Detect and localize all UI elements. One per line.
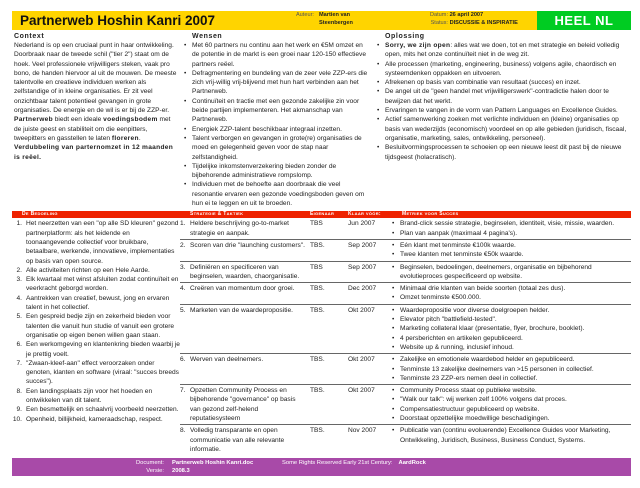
table-row xyxy=(180,241,631,262)
header-bedoeling: De Bedoeling xyxy=(22,211,58,218)
metric-item: • Zakelijke en emotionele waardebod helder en gepubliceerd. xyxy=(390,355,631,364)
oplossing-section xyxy=(375,32,631,208)
document-name: Partnerweb Hoshin Kanri.doc xyxy=(172,460,254,467)
item-number: 5. xyxy=(16,313,22,321)
list-item: 2. Alle activiteiten richten op een Hele Aarde. xyxy=(12,266,180,275)
list-item: 9. Een besmettelijk en schaalvrij voorbeeld neerzetten. xyxy=(12,405,180,414)
item-number: 10. xyxy=(12,415,22,423)
date-status-meta: Datum: 26 april 2007 Status: DISCUSSIE & INSPIRATIE xyxy=(429,12,518,26)
metric-item: • Waardepropositie voor diverse doelgroepen helder. xyxy=(390,306,631,315)
bedoeling-list xyxy=(12,219,180,456)
footer: Document: Partnerweb Hoshin Kanri.doc Some Rights Reserved Early 21st Century: AardRock Versie: 2008.3 xyxy=(12,458,631,476)
oplossing-heading: Oplossing xyxy=(385,33,425,40)
status-value: DISCUSSIE & INSPIRATIE xyxy=(449,19,518,26)
list-item: • Alle processen (marketing, engineering, business) volgens agile, chaordisch en systeemdenken oppakken en uitvoeren. xyxy=(375,60,631,79)
table-row xyxy=(180,426,631,455)
list-item: 3. Elk kwartaal met winst afsluiten zodat continuïteit en veerkracht geborgd worden. xyxy=(12,275,180,294)
metric-item: • Minimaal drie klanten van beide soorten (totaal zes dus). xyxy=(390,284,631,293)
metric-list xyxy=(390,306,631,352)
metric-item: • Twee klanten met tenminste €50k waarde. xyxy=(390,250,631,259)
metric-item: • Website up & running, inclusief inhoud. xyxy=(390,343,631,352)
list-item: • Ervaringen te vangen in de vorm van Pattern Languages en Excellence Guides. xyxy=(375,106,631,115)
author-value: Martien van Steenbergen xyxy=(319,12,353,26)
owner-cell: TBS. xyxy=(310,387,325,395)
list-item: • Tijdelijke inkomstenverzekering bieden zonder de bijbehorende administratieve rompslomp. xyxy=(182,162,371,181)
item-number: 1. xyxy=(16,220,22,228)
header-bar xyxy=(12,11,537,30)
item-number: 8. xyxy=(16,387,22,395)
item-number: 4. xyxy=(16,294,22,302)
list-item: • Besluitvormingsprocessen te schoeien op een nieuwe leest dit past bij de nieuwe tijdsgeest (holacratisch). xyxy=(375,143,631,162)
strategy-cell: 3. Definiëren en specificeren van beginselen, waarden, chaorganisatie. xyxy=(180,263,300,280)
strategy-cell: 6. Werven van deelnemers. xyxy=(180,356,264,364)
metric-item: • Doorstaat opzettelijke moedwillige beschadigingen. xyxy=(390,414,631,423)
deadline-cell: Okt 2007 xyxy=(348,306,375,314)
owner-cell: TBS. xyxy=(310,241,325,249)
wensen-heading: Wensen xyxy=(192,33,223,40)
deadline-cell: Jun 2007 xyxy=(348,220,376,228)
wensen-section xyxy=(182,32,375,208)
list-item: 6. Een werkomgeving en klantenkring bieden waarbij je je prettig voelt. xyxy=(12,340,180,359)
item-number: 6. xyxy=(16,341,22,349)
table-header-bar xyxy=(12,211,631,218)
list-item: 5. Een gespreid bedje zijn en zekerheid bieden voor talenten die vanuit hun studie of vanuit een grotere organisatie op eigen benen willen gaan staan. xyxy=(12,312,180,340)
metric-item: • Elevator pitch "battlefield-tested". xyxy=(390,315,631,324)
list-item: 7. "Zwaan-kleef-aan" effect veroorzaken onder genoten, klanten en software (viraal: "succes breeds succes"). xyxy=(12,359,180,387)
table-row xyxy=(180,386,631,425)
metric-item: • "Walk our talk": wij werken zelf 100% volgens dat proces. xyxy=(390,395,631,404)
strategy-cell: 8. Volledig transparante en open communicatie van alle relevante informatie. xyxy=(180,427,285,453)
item-number: 9. xyxy=(16,406,22,414)
author-meta: Auteur: Martien van Steenbergen xyxy=(287,12,397,20)
owner-cell: TBS. xyxy=(310,356,325,364)
context-section xyxy=(12,32,182,208)
metric-item: • Tenminste 13 zakelijke deelnemers van >15 personen in collectief. xyxy=(390,365,631,374)
strategy-table xyxy=(180,219,631,456)
list-item: 4. Aantrekken van creatief, bewust, jong en ervaren talent in het collectief. xyxy=(12,294,180,313)
metric-list xyxy=(390,241,631,260)
owner-cell: TBS xyxy=(310,220,323,228)
page xyxy=(12,0,631,488)
table-row xyxy=(180,306,631,354)
deadline-cell: Okt 2007 xyxy=(348,356,375,364)
metric-item: • Community Process staat op publieke website. xyxy=(390,386,631,395)
strategy-cell: 5. Marketen van de waardepropositie. xyxy=(180,306,293,314)
owner-cell: TBS. xyxy=(310,285,325,293)
list-item: • Afrekenen op basis van combinatie van resultaat (succes) en inzet. xyxy=(375,78,631,87)
metric-list xyxy=(390,426,631,454)
bottom-section xyxy=(12,219,631,456)
metric-list xyxy=(390,219,631,238)
list-item: • De angel uit de "geen handel met vrijwilligerswerk"-contradictie halen door te bewijzen dat het werkt. xyxy=(375,87,631,106)
item-number: 7. xyxy=(16,359,22,367)
deadline-cell: Sep 2007 xyxy=(348,263,377,271)
metric-item: • Beginselen, bedoelingen, deelnemers, organisatie en bijbehorend evolutieproces gespecificeerd op website. xyxy=(390,263,631,282)
list-item: 8. Een landingsplaats zijn voor het hoeden en ontwikkelen van dit talent. xyxy=(12,387,180,406)
metric-list xyxy=(390,355,631,383)
metric-item: • Brand-click sessie strategie, beginselen, identiteit, visie, missie, waarden. xyxy=(390,219,631,228)
list-item: • Talent verborgen en gevangen in grote(re) organisaties de moed en gelegenheid geven voor de stap naar zelfstandigheid. xyxy=(182,134,371,162)
oplossing-list xyxy=(375,41,631,162)
metric-item: • Eén klant met tenminste €100k waarde. xyxy=(390,241,631,250)
metric-list xyxy=(390,284,631,303)
metric-item: • 4 persberichten en artikelen gepubliceerd. xyxy=(390,334,631,343)
list-item: • Actief samenwerking zoeken met verlichte individuen en (kleine) organisaties op basis van wederzijds (economisch) voordeel en op alle gebieden (juridisch, fiscaal, organisatie, marketing, sales, ontwikkeling, personeel). xyxy=(375,115,631,143)
metric-item: • Tenminste 23 ZZP-ers nemen deel in collectief. xyxy=(390,374,631,383)
metric-item: • Plan van aanpak (maximaal 4 pagina's). xyxy=(390,229,631,238)
strategy-cell: 2. Scoren van drie "launching customers". xyxy=(180,241,306,249)
metric-item: • Compensatiestructuur gepubliceerd op website. xyxy=(390,405,631,414)
rights-text: Some Rights Reserved Early 21st Century: xyxy=(282,460,393,467)
deadline-cell: Sep 2007 xyxy=(348,241,377,249)
deadline-cell: Nov 2007 xyxy=(348,427,377,435)
strategy-cell: 4. Creëren van momentum door groei. xyxy=(180,285,295,293)
table-row xyxy=(180,355,631,385)
list-item: • Met 60 partners nu continu aan het werk en €5M omzet en de potentie in de markt is een groei naar 120-150 effectieve partners reëel. xyxy=(182,41,371,69)
context-heading: Context xyxy=(14,33,45,40)
metric-list xyxy=(390,386,631,423)
metric-list xyxy=(390,263,631,282)
version: 2008.3 xyxy=(172,468,190,475)
owner-cell: TBS. xyxy=(310,427,325,435)
list-item: • Energiek ZZP-talent beschikbaar integraal inzetten. xyxy=(182,125,371,134)
owner-cell: TBS xyxy=(310,263,323,271)
deadline-cell: Okt 2007 xyxy=(348,387,375,395)
owner-cell: TBS. xyxy=(310,306,325,314)
header-eigenaar: Eigenaar xyxy=(310,211,335,218)
scope-badge: HEEL NL xyxy=(537,11,631,30)
header-metriek: Metriek voor Succes xyxy=(402,211,459,218)
header-strategie: Strategie & Taktiek xyxy=(190,211,244,218)
deadline-cell: Dec 2007 xyxy=(348,285,377,293)
metric-item: • Marketing collateral klaar (presentatie, flyer, brochure, booklet). xyxy=(390,324,631,333)
wensen-list xyxy=(182,41,371,208)
table-row xyxy=(180,284,631,305)
date-value: 26 april 2007 xyxy=(449,12,484,18)
list-item: • Continuïteit en tractie met een gezonde zakelijke zin voor beide partijen implementeren. Het akmanschap van Partnerweb. xyxy=(182,97,371,125)
list-item: 10. Openheid, billijkheid, kameraadschap, respect. xyxy=(12,415,163,423)
strategy-cell: 1. Heldere beschrijving go-to-market strategie en aanpak. xyxy=(180,220,289,237)
header xyxy=(12,11,631,30)
page-title: Partnerweb Hoshin Kanri 2007 xyxy=(20,13,216,28)
owner: AardRock xyxy=(398,460,426,467)
metric-item: • Publicatie van (continu evoluerende) Excellence Guides voor Marketing, Ontwikkeling, Juridisch, Business, Business Conduct, Systems. xyxy=(390,426,631,445)
item-number: 2. xyxy=(16,266,22,274)
list-item: • Defragmentering en bundeling van de zeer vele ZZP-ers die zich vrij-willig vrij-blijvend met hun hart verbinden aan het Partnerweb. xyxy=(182,69,371,97)
list-item: • Individuen met de behoefte aan doorbraak die veel resonantie ervaren een gezonde voedingsboden geven om hun ei te leggen en uit te broeden. xyxy=(182,180,371,208)
item-number: 3. xyxy=(16,276,22,284)
strategy-cell: 7. Opzetten Community Process en bijbehorende "governance" op basis van gezond zelf-helend reputatiesysteem xyxy=(180,387,296,422)
context-text: Nederland is op een cruciaal punt in haar ontwikkeling. Doorbraak naar de tweede schil ("tier 2") staat om de hoek. Veel professionele vrijwilligers steken, vaak pro bono, de handen hiervoor al uit de mouwen. De meeste talentvolle en creatieve individuen werken als zelfstandige of in kleine organisaties. Er zit veel onzichtbaar talent potentieel gevangen in grote organisaties. De energie en de wil is er bij de ZZP-er. Partnerweb biedt een ideale voedingsbodem met de juiste geest en stabiliteit om die eenpitters, tweepitters en gasstellen te laten floreren. Verdubbeling van parternomzet in 12 maanden is reëel. xyxy=(14,42,177,161)
metric-item: • Omzet tenminste €500.000. xyxy=(390,293,631,302)
top-section xyxy=(12,32,631,208)
table-row xyxy=(180,219,631,240)
header-klaar: Klaar vóór: xyxy=(348,211,381,218)
list-item: 1. Het neerzetten van een "op alle SD kleuren" gezond partnerplatform: als het leidende en toonaangevende collectief voor bruikbare, betaalbare, werkende, innovatieve, implementaties op basis van open source. xyxy=(12,219,180,265)
list-item: • Sorry, we zijn open: alles wat we doen, tot en met strategie en beleid volledig open, mits het onze continuïteit niet in de weg zit. xyxy=(375,41,631,60)
table-row xyxy=(180,263,631,284)
